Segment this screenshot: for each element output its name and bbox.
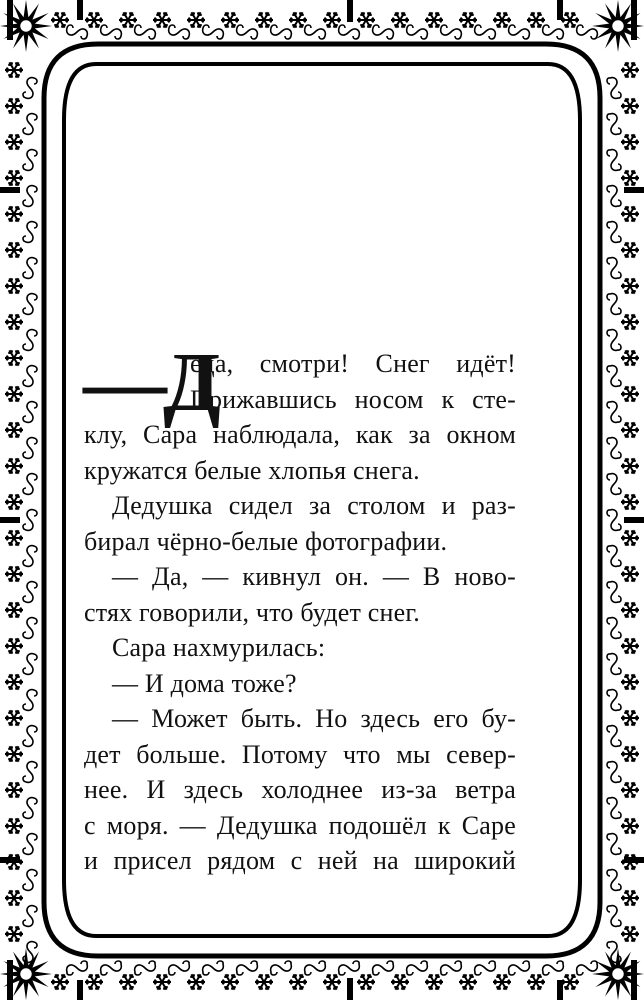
scroll-curl [23, 186, 37, 207]
snowflake-icon [5, 890, 23, 906]
scroll-curl [23, 150, 37, 171]
snowflake-icon [119, 974, 137, 990]
snowflake-icon [5, 674, 23, 690]
snowflake-icon [357, 12, 375, 28]
snowflake-icon [621, 674, 639, 690]
snowflake-icon [621, 782, 639, 798]
snowflake-icon [527, 974, 545, 990]
scroll-curl [607, 582, 621, 603]
scroll-curl [23, 294, 37, 315]
snowflake-icon [5, 134, 23, 150]
snowflake-icon [561, 974, 579, 990]
text-line: стях говорили, что будет снег. [84, 597, 420, 627]
scroll-curl [23, 618, 37, 639]
text-line: с моря. — Дедушка подошёл к Саре [84, 810, 516, 840]
text-line: Сара нахмурилась: [112, 633, 326, 662]
snowflake-icon [391, 974, 409, 990]
snowflake-icon [323, 974, 341, 990]
text-line: бирал чёрно-белые фотографии. [84, 526, 448, 556]
snowflake-icon [357, 974, 375, 990]
snowflake-icon [5, 314, 23, 330]
scroll-curl [135, 961, 156, 975]
scroll-curl [543, 25, 564, 39]
text-line: — Может быть. Но здесь его бу- [112, 704, 516, 733]
snowflake-icon [5, 530, 23, 546]
scroll-curl [203, 961, 224, 975]
scroll-curl [23, 654, 37, 675]
text-line: кружатся белые хлопья снега. [84, 455, 420, 485]
scroll-curl [607, 402, 621, 423]
snowflake-icon [621, 134, 639, 150]
dropcap: —Д [83, 336, 217, 429]
scroll-curl [305, 25, 326, 39]
snowflake-icon [255, 974, 273, 990]
scroll-curl [577, 25, 598, 39]
scroll-curl [607, 762, 621, 783]
scroll-curl [607, 114, 621, 135]
scroll-curl [607, 78, 621, 99]
scroll-curl [237, 961, 258, 975]
snowflake-icon [459, 974, 477, 990]
scroll-curl [23, 510, 37, 531]
scroll-curl [407, 25, 428, 39]
snowflake-icon [5, 710, 23, 726]
scroll-curl [607, 870, 621, 891]
text-line: Дедушка сидел за столом и раз- [112, 491, 516, 520]
opening-paragraph-head [83, 336, 516, 429]
scroll-curl [509, 25, 530, 39]
snowflake-icon [493, 12, 511, 28]
snowflake-icon [5, 206, 23, 222]
snowflake-icon [621, 746, 639, 762]
scroll-curl [607, 690, 621, 711]
snowflake-icon [621, 710, 639, 726]
scroll-curl [23, 582, 37, 603]
snowflake-icon [621, 278, 639, 294]
scroll-curl [543, 961, 564, 975]
scroll-curl [607, 366, 621, 387]
snowflake-icon [621, 206, 639, 222]
text-line: нее. И здесь холоднее из-за ветра [84, 775, 516, 804]
scroll-curl [203, 25, 224, 39]
text-line: — И дома тоже? [112, 668, 297, 698]
snowflake-icon [5, 458, 23, 474]
snowflake-icon [621, 350, 639, 366]
text-line: клу, Сара наблюдала, как за окном [84, 420, 516, 449]
scroll-curl [475, 25, 496, 39]
snowflake-icon [119, 12, 137, 28]
scroll-curl [135, 25, 156, 39]
snowflake-icon [323, 12, 341, 28]
scroll-curl [23, 762, 37, 783]
snowflake-icon [621, 62, 639, 78]
snowflake-icon [153, 974, 171, 990]
snowflake-icon [5, 782, 23, 798]
scroll-curl [441, 25, 462, 39]
scroll-curl [339, 961, 360, 975]
scroll-curl [607, 330, 621, 351]
scroll-curl [23, 438, 37, 459]
snowflake-icon [5, 926, 23, 942]
scroll-curl [607, 222, 621, 243]
scroll-curl [305, 961, 326, 975]
snowflake-icon [289, 12, 307, 28]
scroll-curl [23, 690, 37, 711]
scroll-curl [607, 510, 621, 531]
snowflake-icon [621, 566, 639, 582]
snowflake-icon [561, 12, 579, 28]
snowflake-icon [5, 746, 23, 762]
snowflake-icon [621, 494, 639, 510]
text-line: еда, смотри! Снег идёт! [190, 349, 516, 378]
snowflake-icon [85, 974, 103, 990]
scroll-curl [607, 654, 621, 675]
scroll-curl [607, 726, 621, 747]
snowflake-icon [187, 12, 205, 28]
snowflake-icon [621, 242, 639, 258]
scroll-curl [607, 186, 621, 207]
scroll-curl [23, 474, 37, 495]
scroll-curl [67, 961, 88, 975]
scroll-curl [475, 961, 496, 975]
scroll-curl [607, 834, 621, 855]
scroll-curl [373, 25, 394, 39]
scroll-curl [373, 961, 394, 975]
snowflake-icon [5, 602, 23, 618]
snowflake-icon [621, 170, 639, 186]
scroll-curl [339, 25, 360, 39]
scroll-curl [23, 366, 37, 387]
scroll-curl [271, 25, 292, 39]
snowflake-icon [621, 458, 639, 474]
scroll-curl [607, 546, 621, 567]
snowflake-icon [5, 494, 23, 510]
scroll-curl [237, 25, 258, 39]
scroll-curl [577, 961, 598, 975]
snowflake-icon [187, 974, 205, 990]
text-line: — Да, — кивнул он. — В ново- [112, 562, 516, 591]
scroll-curl [23, 330, 37, 351]
snowflake-icon [5, 386, 23, 402]
snowflake-icon [51, 12, 69, 28]
scroll-curl [23, 870, 37, 891]
snowflake-icon [391, 12, 409, 28]
snowflake-icon [5, 170, 23, 186]
snowflake-icon [621, 386, 639, 402]
scroll-curl [607, 438, 621, 459]
scroll-curl [101, 961, 122, 975]
snowflake-icon [5, 566, 23, 582]
scroll-curl [67, 25, 88, 39]
scroll-curl [441, 961, 462, 975]
scroll-curl [169, 25, 190, 39]
snowflake-icon [621, 890, 639, 906]
snowflake-icon [527, 12, 545, 28]
scroll-curl [271, 961, 292, 975]
snowflake-icon [5, 818, 23, 834]
scroll-curl [23, 906, 37, 927]
scroll-curl [607, 150, 621, 171]
snowflake-icon [425, 12, 443, 28]
scroll-curl [607, 258, 621, 279]
snowflake-icon [5, 242, 23, 258]
snowflake-icon [621, 818, 639, 834]
snowflake-icon [621, 422, 639, 438]
text-line: и присел рядом с ней на широкий [84, 846, 516, 875]
scroll-curl [23, 402, 37, 423]
scroll-curl [509, 961, 530, 975]
story-text [83, 336, 516, 879]
snowflake-icon [621, 602, 639, 618]
scroll-curl [101, 25, 122, 39]
snowflake-icon [425, 974, 443, 990]
scroll-curl [607, 618, 621, 639]
snowflake-icon [221, 12, 239, 28]
snowflake-icon [493, 974, 511, 990]
scroll-curl [169, 961, 190, 975]
snowflake-icon [621, 98, 639, 114]
scroll-curl [607, 474, 621, 495]
snowflake-icon [221, 974, 239, 990]
scroll-curl [23, 798, 37, 819]
scroll-curl [23, 726, 37, 747]
scroll-curl [23, 834, 37, 855]
snowflake-icon [289, 974, 307, 990]
snowflake-icon [621, 638, 639, 654]
scroll-curl [607, 906, 621, 927]
scroll-curl [23, 222, 37, 243]
snowflake-icon [85, 12, 103, 28]
snowflake-icon [621, 530, 639, 546]
scroll-curl [23, 114, 37, 135]
scroll-curl [607, 294, 621, 315]
text-line: дет больше. Потому что мы север- [84, 739, 516, 769]
scroll-curl [607, 798, 621, 819]
scroll-curl [407, 961, 428, 975]
snowflake-icon [621, 314, 639, 330]
scroll-curl [23, 258, 37, 279]
scroll-curl [23, 78, 37, 99]
snowflake-icon [459, 12, 477, 28]
snowflake-icon [5, 422, 23, 438]
scroll-curl [23, 546, 37, 567]
snowflake-icon [5, 350, 23, 366]
snowflake-icon [5, 638, 23, 654]
text-line: Прижавшись носом к сте- [190, 384, 516, 414]
snowflake-icon [255, 12, 273, 28]
snowflake-icon [5, 62, 23, 78]
snowflake-icon [5, 278, 23, 294]
snowflake-icon [5, 98, 23, 114]
snowflake-icon [51, 974, 69, 990]
snowflake-icon [621, 926, 639, 942]
snowflake-icon [153, 12, 171, 28]
